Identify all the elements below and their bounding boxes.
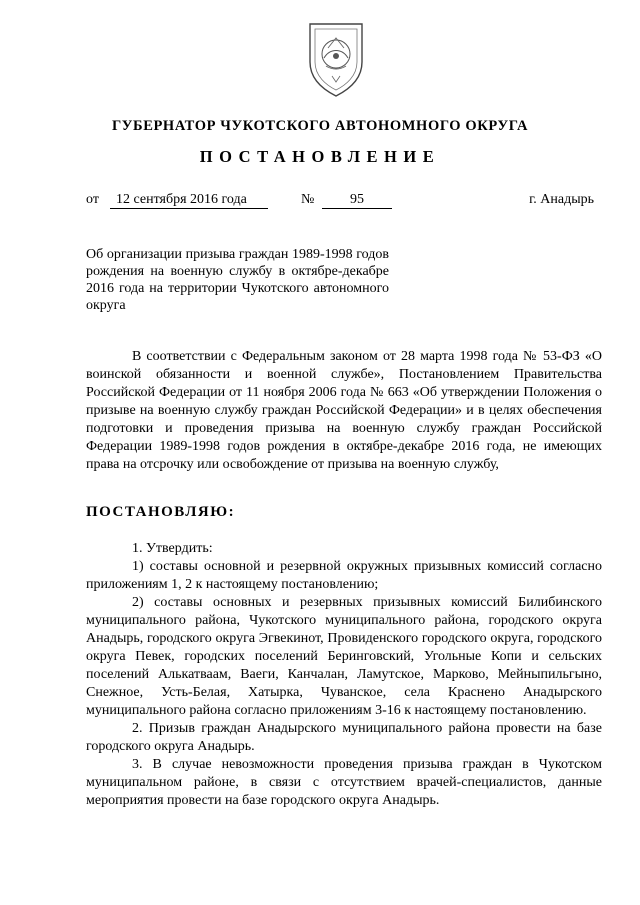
organization-title: ГУБЕРНАТОР ЧУКОТСКОГО АВТОНОМНОГО ОКРУГА <box>111 118 529 134</box>
document-meta-row <box>86 192 594 214</box>
body-paragraph: 1. Утвердить: <box>132 541 213 556</box>
document-number: 95 <box>322 192 392 209</box>
date-label: от <box>86 192 99 207</box>
decree-body <box>86 540 602 810</box>
document-type-title: ПОСТАНОВЛЕНИЕ <box>199 147 441 166</box>
document-subject: Об организации призыва граждан 1989-1998 годов рождения на военную службу в октябре-декабре 2016 года на территории Чукотского автономного округа <box>86 247 389 313</box>
body-paragraph: 2) составы основных и резервных призывных комиссий Билибинского муниципального района, Чукотского муниципального района, городского округа Анадырь, городского округа Эгвекинот, Провиденского городского округа, городского округа Певек, городских поселений Беринговский, Угольные Копи и сельских поселений Алькатваам, Ваеги, Канчалан, Ламутское, Марково, Мейныпильгыно, Снежное, Усть-Белая, Хатырка, Чуванское, села Краснено Анадырского муниципального района согласно приложениям 3-16 к настоящему постановлению. <box>86 595 602 718</box>
preamble-paragraph: В соответствии с Федеральным законом от 28 марта 1998 года № 53-ФЗ «О воинской обязанности и военной службе», Постановлением Правительства Российской Федерации от 11 ноября 2006 года № 663 «Об утверждении Положения о призыве на военную службу граждан Российской Федерации» и в целях обеспечения подготовки и проведения призыва на военную службу граждан Российской Федерации 1989-1998 годов рождения в октябре-декабре 2016 года, не имеющих права на отсрочку или освобождение от призыва на военную службу, <box>86 349 602 472</box>
body-paragraph: 1) составы основной и резервной окружных призывных комиссий согласно приложениям 1, 2 к настоящему постановлению; <box>86 559 602 592</box>
body-paragraph: 2. Призыв граждан Анадырского муниципального района провести на базе городского округа Анадырь. <box>86 721 602 754</box>
decree-heading: ПОСТАНОВЛЯЮ: <box>86 504 236 520</box>
document-city: г. Анадырь <box>529 192 594 207</box>
body-paragraph: 3. В случае невозможности проведения призыва граждан в Чукотском муниципальном районе, в связи с отсутствием врачей-специалистов, данные мероприятия провести на базе городского округа Анадырь. <box>86 757 602 808</box>
chukotka-coat-of-arms-icon <box>304 18 368 98</box>
document-date: 12 сентября 2016 года <box>110 192 268 209</box>
number-label: № <box>301 192 315 207</box>
